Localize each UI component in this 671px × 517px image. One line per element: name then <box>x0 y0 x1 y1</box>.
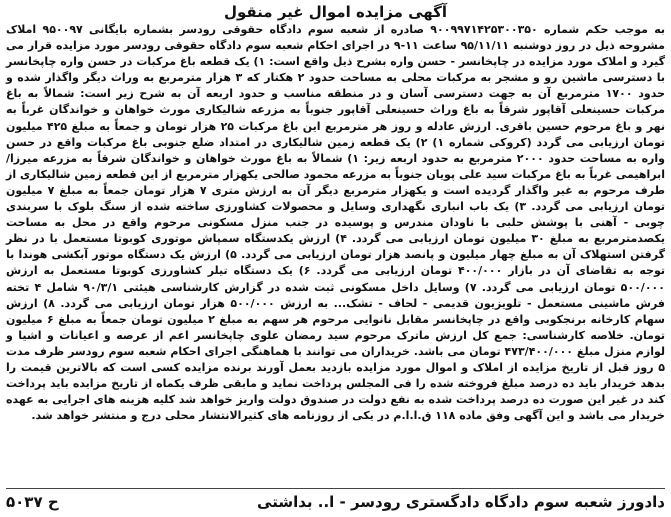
notice-signature: دادورز شعبه سوم دادگاه دادگستری رودسر - ا.. بداشتی <box>257 493 665 511</box>
notice-title: آگهی مزایده اموال غیر منقول <box>223 3 448 21</box>
notice-body: به موجب حکم شماره ۹۰۰۹۹۷۱۴۲۵۳۰۰۳۵۰ صادره از شعبه سوم دادگاه حقوقی رودسر بشماره بایگانی ۹۵۰۰۹۷ املاک مشروحه ذیل در روز دوشنبه ۹۵/۱۱/۱۱ ساعت ۱۱-۹ در اجرای احکام شعبه سوم دادگاه حقوقی رودسر مورد مزایده قرار می گیرد و املاک مورد مزایده در چاپخانسر - حسن واره بشرح ذیل واقع است: ۱) یک قطعه باغ مرکبات در حسن واره چاپخانسر با دسترسی ماشین رو و مشجر به مرکبات محلی به مساحت حدود ۲ هکتار که ۳ هزار مترمربع به وراث دیگر واگذار شده و حدود ۱۷۰۰ مترمربع آن به جهت دسترسی آسان و در منطقه مناسب و حدود اربعه آن به شرح زیر است: شمالاً به باغ مرکبات حسینعلی آقاپور شرقاً به باغ وراث حسینعلی آقاپور جنوباً به مزرعه شالیکاری مورث خواهان و خواندگان غرباً به نهر و باغ مرحوم حسین باقری. ارزش عادله و روز هر مترمربع این باغ مرکبات ۲۵ هزار تومان و جمعاً به مبلغ ۴۲۵ میلیون تومان ارزیابی می گردد (کروکی شماره ۱) ۲) یک قطعه زمین شالیکاری در امتداد ضلع جنوبی باغ مرکبات واقع در حسن واره به مساحت حدود ۲۰۰۰ مترمربع به حدود اربعه زیر: ۱) شمالاً به باغ مورث خواهان و خواندگان شرقاً به مزرعه میرزا/ابراهیمی غرباً به باغ مرکبات سید علی پویان جنوباً به مزرعه محمود صالحی یکهزار مترمربع از این قطعه زمین شالیکاری از طرف مرحوم به غیر واگذار گردیده است و یکهزار مترمربع دیگر آن به ارزش متری ۷ هزار تومان جمعاً به مبلغ ۷ میلیون تومان ارزیابی می گردد. ۳) یک باب انباری نگهداری وسایل و محصولات کشاورزی ساخته شده از سنگ بلوک با سربندی چوبی - آهنی با پوشش حلبی با ناودان مندرس و پوسیده در جنب منزل مسکونی مرحوم واقع در محل به مساحت یکصدمترمربع به مبلغ ۳۰ میلیون تومان ارزیابی می گردد. ۴) ارزش یکدستگاه سمپاش موتوری کوبوتا مستعمل با در نظر گرفتن استهلاک آن به مبلغ چهار میلیون و پانصد هزار تومان ارزیابی می گردد. ۵) ارزش یک دستگاه موتور آبکشی هوندا با توجه به تقاضای آن در بازار ۴۰۰/۰۰۰ تومان ارزیابی می گردد. ۶) یک دستگاه تیلر کشاورزی کوبوتا مستعمل به ارزش ۵۰۰/۰۰۰ تومان ارزیابی می گردد. ۷) وسایل داخل مسکونی ثبت شده در گزارش کارشناسی هیئتی ۹۰/۳/۱ شامل ۴ تخته فرش ماشینی مستعمل - تلویزیون قدیمی - لحاف - تشک... به ارزش ۵۰۰/۰۰۰ هزار تومان ارزیابی می گردد. ۸) ارزش سهام کارخانه برنجکوبی واقع در چاپخانسر مقابل نانوایی مرحوم هر سهم به مبلغ ۲ میلیون تومان جمعاً به مبلغ ۶ میلیون تومان. خلاصه کارشناسی: جمع کل ارزش ماترک مرحوم سید رمضان علوی چاپخانسر اعم از عرصه و اعیانات و اشیا و لوازم منزل مبلغ ۴۷۳/۴۰۰/۰۰۰ تومان می باشد. خریداران می توانند با هماهنگی اجرای احکام شعبه سوم رودسر ظرف مدت ۵ روز قبل از تاریخ مزایده از املاک و اموال مورد مزایده بازدید بعمل آورند برنده مزایده کسی است که بالاترین قیمت را بدهد خریدار باید ده درصد مبلغ فروخته شده را فی المجلس پرداخت نماید و مابقی ظرف یکماه از تاریخ مزایده باید پرداخت کند در غیر این صورت ده درصد پرداخت شده به نفع دولت در صندوق دولت واریز خواهد شد کلیه هزینه های اجرایی به عهده خریدار می باشد و این آگهی وفق ماده ۱۱۸ ق.ا.ا.م در یکی از روزنامه های کثیرالانتشار محلی درج و منتشر خواهد شد. <box>6 23 666 423</box>
notice-footer <box>6 488 665 515</box>
notice-code: ح ۵۰۳۷ <box>6 493 59 511</box>
